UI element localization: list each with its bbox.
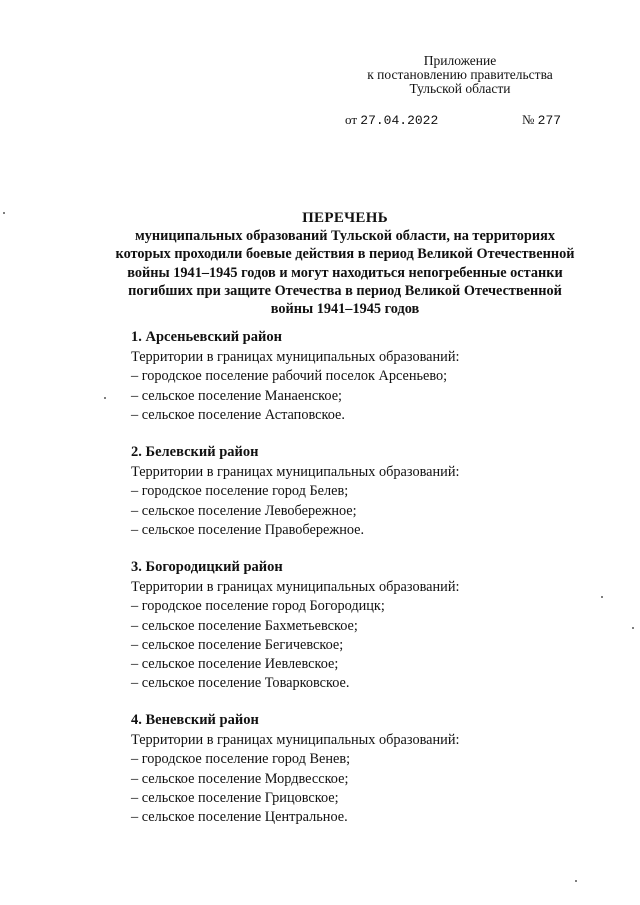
title-line: войны 1941–1945 годов и могут находиться непогребенные останки [127,264,563,281]
district-section [131,556,601,694]
list-item: – сельское поселение Манаенское; [131,387,343,404]
section-title: 3. Богородицкий район [131,559,283,575]
decree-number-block [522,112,561,128]
list-item: – сельское поселение Бахметьевское; [131,617,358,634]
list-item: – сельское поселение Левобережное; [131,502,357,519]
appendix-line: к постановлению правительства [367,67,553,82]
list-item: – городское поселение рабочий поселок Арсеньево; [131,368,448,385]
district-section [131,326,601,425]
scan-speck [632,627,634,629]
appendix-line: Тульской области [409,81,511,96]
list-item: – сельское поселение Центральное. [131,809,348,826]
list-item: – сельское поселение Грицовское; [131,789,339,806]
scan-speck [601,596,603,598]
section-title: 4. Веневский район [131,712,259,728]
decree-date: 27.04.2022 [360,113,439,128]
title-line: погибших при защите Отечества в период Великой Отечественной [128,282,562,299]
title-line: которых проходили боевые действия в период Великой Отечественной [115,246,575,263]
title-line: муниципальных образований Тульской области, на территориях [135,228,555,245]
document-title [95,209,595,318]
scan-speck [575,880,577,882]
list-item: – сельское поселение Иевлевское; [131,656,339,673]
scan-speck [104,397,106,399]
list-item: – сельское поселение Товарковское. [131,675,350,692]
list-item: – сельское поселение Астаповское. [131,406,345,423]
number-sign: № [522,112,535,127]
appendix-header [340,54,580,96]
section-intro: Территории в границах муниципальных образований: [131,732,460,748]
section-title: 2. Белевский район [131,444,259,460]
section-intro: Территории в границах муниципальных образований: [131,464,460,480]
appendix-line: Приложение [423,53,497,68]
section-intro: Территории в границах муниципальных образований: [131,579,460,595]
title-line: войны 1941–1945 годов [270,301,420,318]
section-title: 1. Арсеньевский район [131,329,282,345]
decree-date-number [345,112,562,128]
district-section [131,709,601,827]
title-heading: ПЕРЕЧЕНЬ [302,210,388,226]
list-item: – сельское поселение Правобережное. [131,521,365,538]
section-intro: Территории в границах муниципальных образований: [131,349,460,365]
district-section [131,441,601,540]
list-item: – городское поселение город Богородицк; [131,598,385,615]
scan-speck [3,212,5,214]
list-item: – сельское поселение Мордвесское; [131,770,349,787]
list-item: – городское поселение город Венев; [131,751,351,768]
decree-number: 277 [537,113,562,128]
list-item: – сельское поселение Бегичевское; [131,636,344,653]
date-prefix: от [345,112,358,127]
list-item: – городское поселение город Белев; [131,483,349,500]
